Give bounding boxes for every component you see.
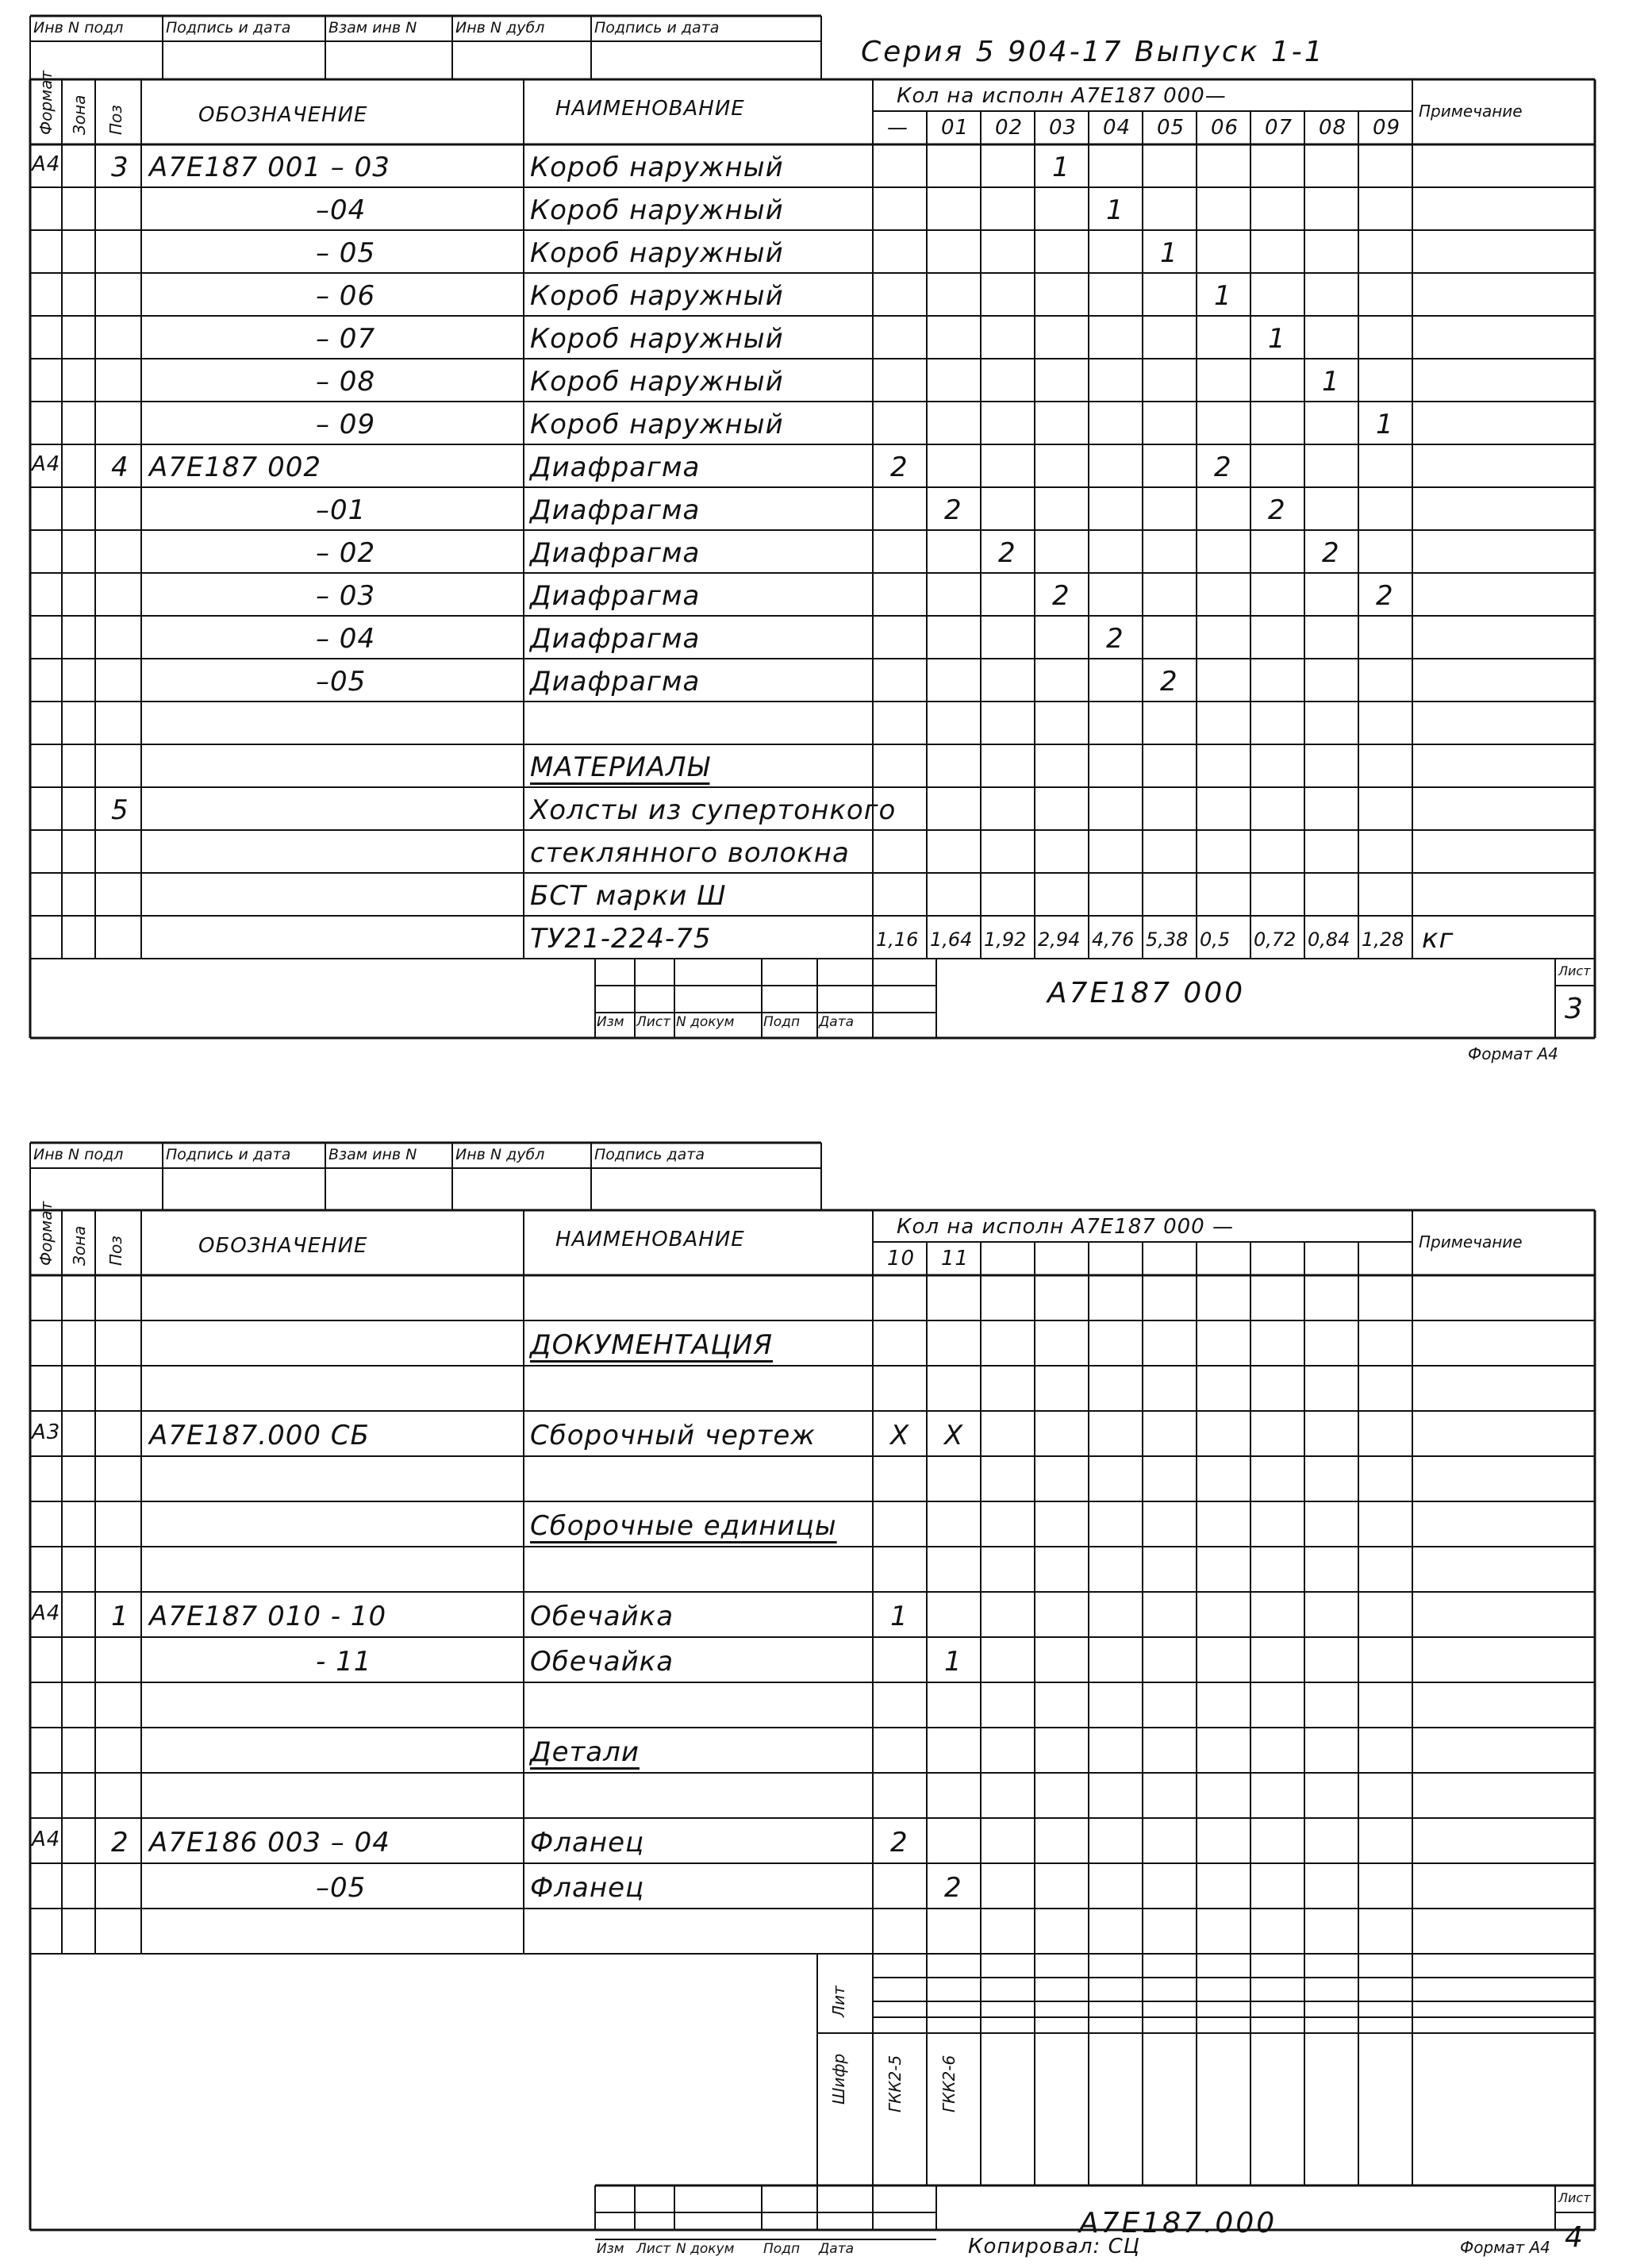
format-note: Формат А4 (1460, 2238, 1550, 2257)
row-name: ДОКУМЕНТАЦИЯ (530, 1328, 774, 1361)
row-pos: 2 (111, 1826, 129, 1859)
document-number: А7Е187.000 (1079, 2207, 1277, 2239)
row-name: Сборочные единицы (530, 1509, 837, 1542)
row-designation: – 05 (316, 237, 376, 269)
version-0: 10 (887, 1247, 916, 1270)
row-designation: - 11 (316, 1645, 372, 1678)
row-designation: – 07 (316, 323, 376, 355)
row-name: Сборочный чертеж (530, 1419, 816, 1451)
stamp-field: Взам инв N (328, 19, 417, 37)
row-designation: –05 (316, 666, 367, 698)
document-number: А7Е187 000 (1047, 977, 1246, 1009)
stamp-field: Подпись и дата (594, 19, 720, 37)
version-1: 11 (941, 1247, 970, 1270)
row-designation: – 09 (316, 409, 376, 440)
row-designation: А7Е187 010 - 10 (149, 1600, 387, 1632)
qty-5: 2 (1160, 666, 1178, 698)
header-designation: ОБОЗНАЧЕНИЕ (198, 1234, 368, 1258)
shifr-value-1: ГКК2-5 (885, 2055, 905, 2112)
row-name: Короб наружный (530, 409, 784, 440)
row-designation: А7Е187 002 (149, 452, 321, 483)
qty-7: 1 (1268, 323, 1286, 355)
series-title: Серия 5 904-17 Выпуск 1-1 (861, 36, 1325, 68)
row-designation: –05 (316, 1871, 367, 1904)
row-pos: 5 (111, 794, 129, 826)
header-note: Примечание (1419, 1232, 1523, 1251)
header-name: НАИМЕНОВАНИЕ (555, 1228, 745, 1251)
title-label: Изм (597, 2241, 624, 2257)
row-format: А4 (32, 452, 61, 476)
qty-4: 1 (1106, 194, 1124, 226)
row-name: Диафрагма (530, 452, 701, 483)
qty-1: 2 (944, 494, 962, 526)
stamp-field: Инв N подл (33, 19, 124, 37)
sheet-4-grid (0, 1127, 1625, 2268)
row-name: Короб наружный (530, 280, 784, 312)
row-name: Холсты из супертонкого (530, 794, 897, 826)
stamp-field: Инв N дубл (455, 1146, 545, 1163)
qty-3: 2 (1052, 580, 1070, 612)
qty-8: 1 (1322, 366, 1340, 398)
version-6: 06 (1211, 116, 1239, 140)
title-label: N докум (676, 1014, 735, 1030)
row-format: А4 (32, 1601, 61, 1625)
header-zone: Зона (70, 1225, 89, 1266)
row-name: БСТ марки Ш (530, 880, 727, 912)
row-pos: 3 (111, 152, 129, 183)
header-designation: ОБОЗНАЧЕНИЕ (198, 103, 368, 127)
row-format: А4 (32, 1827, 61, 1851)
sheet-number: 4 (1565, 2221, 1585, 2254)
row-designation: – 04 (316, 623, 376, 655)
version-5: 05 (1157, 116, 1185, 140)
qty-6: 1 (1214, 280, 1232, 312)
qty-8: 2 (1322, 537, 1340, 569)
header-pos: Поз (106, 105, 125, 135)
row-designation: – 03 (316, 580, 376, 612)
row-designation: А7Е186 003 – 04 (149, 1826, 390, 1859)
row-name: МАТЕРИАЛЫ (530, 752, 710, 783)
specification-sheet-4 (0, 1127, 1625, 2268)
qty-7: 0,72 (1254, 928, 1297, 951)
version-7: 07 (1265, 116, 1293, 140)
sheet-number: 3 (1565, 993, 1585, 1025)
qty-0: 1 (890, 1600, 909, 1632)
header-pos: Поз (106, 1236, 125, 1266)
qty-0: 1,16 (876, 928, 919, 951)
row-designation: –01 (316, 494, 367, 526)
row-designation: – 02 (316, 537, 376, 569)
qty-6: 0,5 (1200, 928, 1231, 951)
stamp-field: Подпись и дата (166, 19, 291, 37)
row-format: А4 (32, 152, 61, 176)
row-name: Короб наружный (530, 152, 784, 183)
qty-4: 2 (1106, 623, 1124, 655)
qty-5: 5,38 (1146, 928, 1189, 951)
title-label: Лист (636, 2241, 671, 2257)
qty-9: 2 (1376, 580, 1394, 612)
stamp-field: Взам инв N (328, 1146, 417, 1163)
header-qty-title: Кол на исполн А7Е187 000— (897, 84, 1227, 108)
copied-by: Копировал: СЦ (968, 2235, 1140, 2258)
row-name: Обечайка (530, 1600, 674, 1632)
header-name: НАИМЕНОВАНИЕ (555, 97, 745, 121)
row-designation: А7Е187 001 – 03 (149, 152, 390, 183)
row-name: Диафрагма (530, 666, 701, 698)
qty-0: 2 (890, 452, 909, 483)
qty-4: 4,76 (1092, 928, 1135, 951)
stamp-field: Подпись дата (594, 1146, 705, 1163)
qty-5: 1 (1160, 237, 1178, 269)
qty-9: 1,28 (1362, 928, 1404, 951)
qty-7: 2 (1268, 494, 1286, 526)
row-designation: – 06 (316, 280, 376, 312)
stamp-field: Подпись и дата (166, 1146, 291, 1163)
sheet-label: Лист (1558, 2190, 1591, 2205)
version-1: 01 (941, 116, 970, 140)
row-designation: –04 (316, 194, 367, 226)
header-format: Формат (36, 70, 56, 135)
row-name: Диафрагма (530, 623, 701, 655)
header-zone: Зона (70, 94, 89, 135)
title-label: Дата (819, 1014, 855, 1030)
format-note: Формат А4 (1468, 1044, 1558, 1063)
qty-1: 1,64 (930, 928, 973, 951)
qty-1: X (944, 1419, 964, 1451)
header-qty-title: Кол на исполн А7Е187 000 — (897, 1215, 1234, 1239)
version-8: 08 (1319, 116, 1347, 140)
row-name: ТУ21-224-75 (530, 923, 712, 955)
row-name: Короб наружный (530, 323, 784, 355)
qty-3: 1 (1052, 152, 1070, 183)
row-name: Фланец (530, 1826, 645, 1859)
shifr-value-2: ГКК2-6 (939, 2055, 958, 2112)
row-name: Обечайка (530, 1645, 674, 1678)
qty-2: 2 (998, 537, 1016, 569)
row-designation: А7Е187.000 СБ (149, 1419, 370, 1451)
qty-8: 0,84 (1308, 928, 1350, 951)
qty-6: 2 (1214, 452, 1232, 483)
title-label: Изм (597, 1014, 624, 1030)
row-note: кг (1422, 923, 1454, 955)
row-name: Диафрагма (530, 580, 701, 612)
row-designation: – 08 (316, 366, 376, 398)
qty-9: 1 (1376, 409, 1394, 440)
stamp-field: Инв N подл (33, 1146, 124, 1163)
lit-label: Лит (829, 1985, 848, 2017)
version-2: 02 (995, 116, 1024, 140)
qty-0: 2 (890, 1826, 909, 1859)
header-format: Формат (36, 1201, 56, 1266)
version-4: 04 (1103, 116, 1131, 140)
sheet-label: Лист (1558, 963, 1591, 978)
shifr-label: Шифр (829, 2053, 848, 2105)
title-label: Дата (819, 2241, 855, 2257)
header-note: Примечание (1419, 102, 1523, 121)
version-0: — (887, 116, 909, 140)
row-name: Фланец (530, 1871, 645, 1904)
row-pos: 1 (111, 1600, 129, 1632)
row-name: Короб наружный (530, 237, 784, 269)
title-label: Подп (763, 2241, 801, 2257)
row-name: Короб наружный (530, 194, 784, 226)
row-name: Диафрагма (530, 537, 701, 569)
stamp-field: Инв N дубл (455, 19, 545, 37)
row-name: Диафрагма (530, 494, 701, 526)
row-name: Короб наружный (530, 366, 784, 398)
version-9: 09 (1373, 116, 1401, 140)
qty-1: 2 (944, 1871, 962, 1904)
qty-2: 1,92 (984, 928, 1027, 951)
qty-0: X (890, 1419, 910, 1451)
title-label: Подп (763, 1014, 801, 1030)
specification-sheet-3 (0, 0, 1625, 1111)
qty-1: 1 (944, 1645, 962, 1678)
row-format: А3 (32, 1420, 61, 1444)
title-label: N докум (676, 2241, 735, 2257)
row-name: стеклянного волокна (530, 837, 850, 869)
row-pos: 4 (111, 452, 129, 483)
qty-3: 2,94 (1038, 928, 1081, 951)
row-name: Детали (530, 1736, 640, 1768)
title-label: Лист (636, 1014, 671, 1030)
version-3: 03 (1049, 116, 1078, 140)
